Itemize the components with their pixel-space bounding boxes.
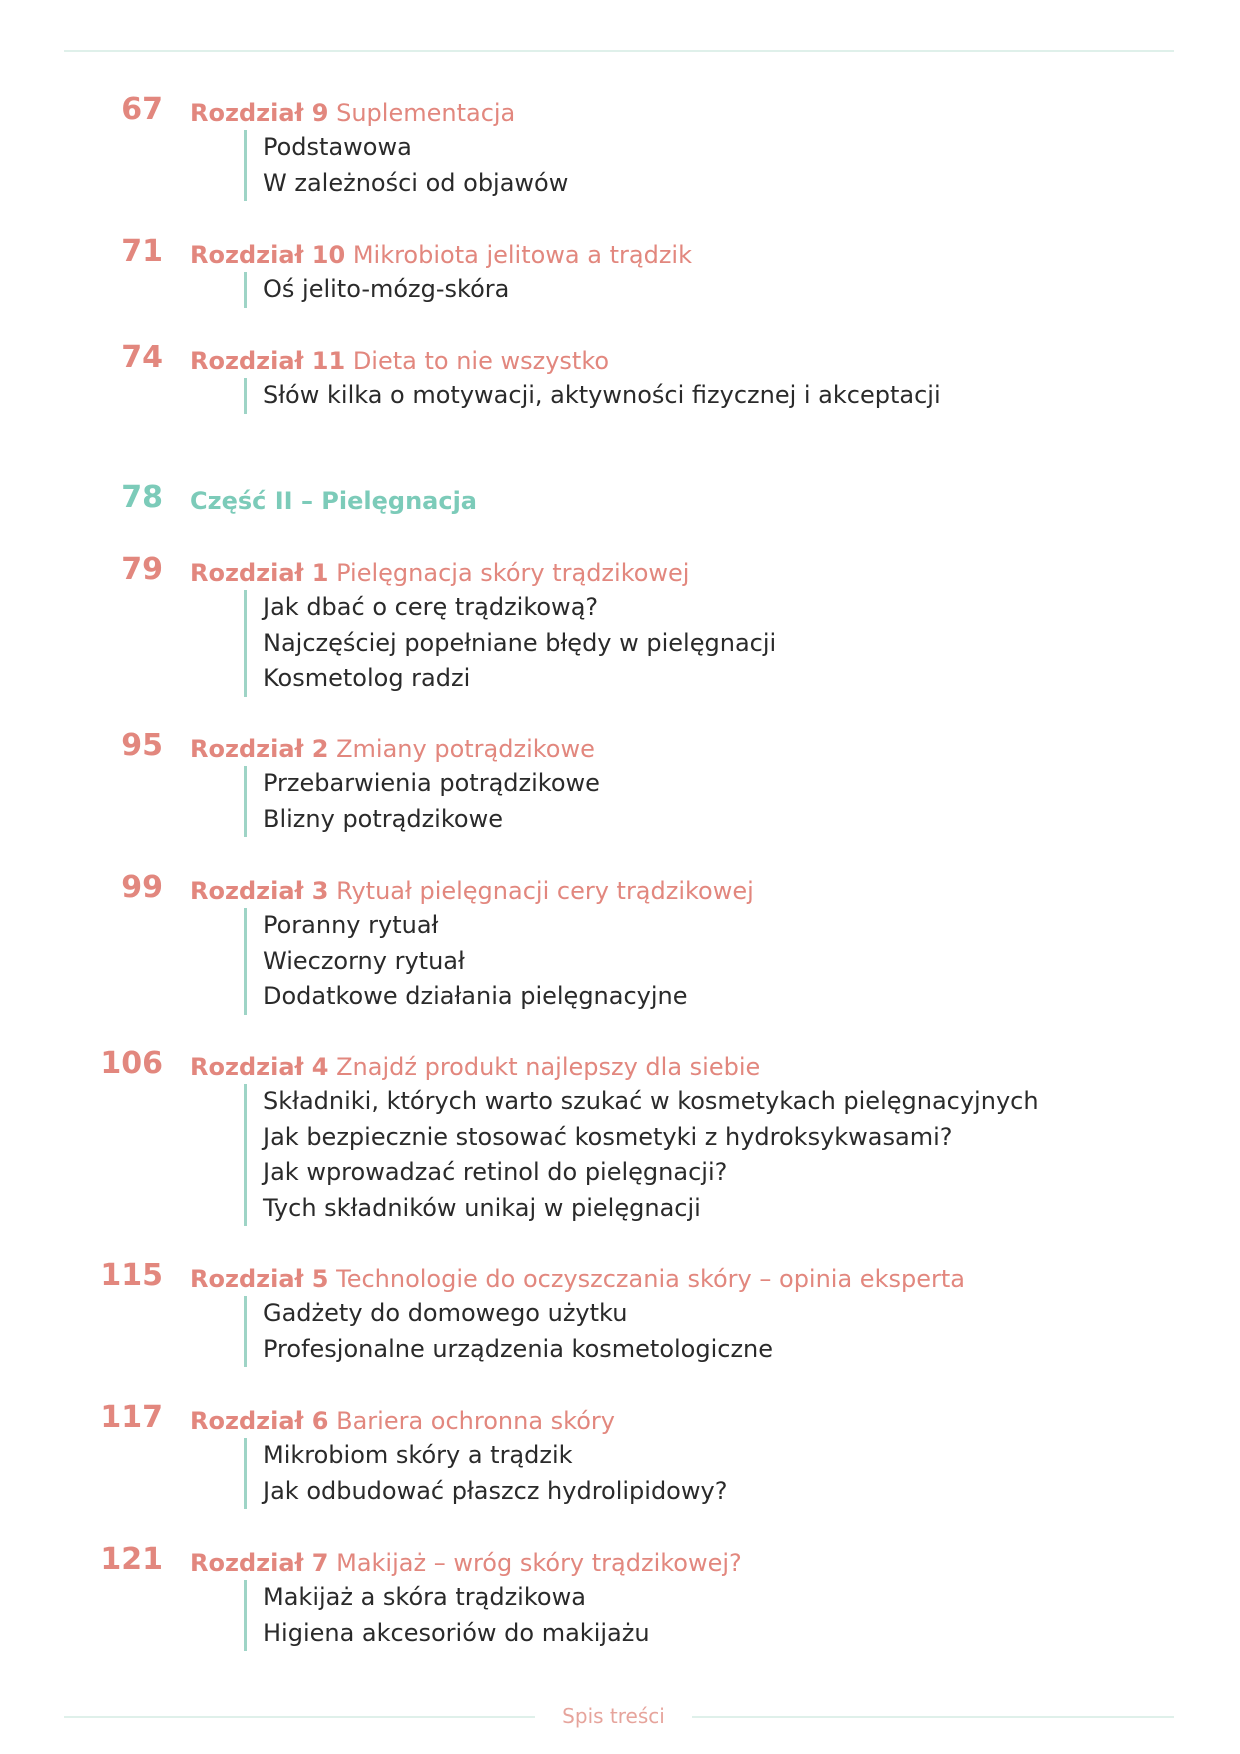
subsection-item: Najczęściej popełniane błędy w pielęgnacji <box>263 628 777 657</box>
chapter-heading <box>190 240 692 270</box>
subsection-item: Jak bezpiecznie stosować kosmetyki z hydroksykwasami? <box>263 1122 953 1151</box>
chapter-number: Rozdział 4 <box>190 1053 329 1081</box>
subsection-list <box>244 1580 650 1651</box>
subsection-item: Gadżety do domowego użytku <box>263 1299 628 1327</box>
subsection-item: Jak dbać o cerę trądzikową? <box>263 593 599 621</box>
subsection-item: Kosmetolog radzi <box>263 664 471 692</box>
page-number: 106 <box>100 1046 163 1081</box>
chapter-heading <box>190 1548 742 1578</box>
chapter-heading <box>190 1264 965 1294</box>
subsection-item: Składniki, których warto szukać w kosmetykach pielęgnacyjnych <box>263 1087 1039 1115</box>
subsection-item: Jak odbudować płaszcz hydrolipidowy? <box>263 1476 728 1505</box>
part-title: Część II – Pielęgnacja <box>190 487 478 515</box>
footer-divider-right <box>692 1716 1174 1718</box>
page-number: 74 <box>121 340 163 375</box>
chapter-heading <box>190 876 754 906</box>
chapter-title: Mikrobiota jelitowa a trądzik <box>352 241 692 269</box>
chapter-title: Pielęgnacja skóry trądzikowej <box>336 559 690 587</box>
subsection-item: W zależności od objawów <box>263 168 569 197</box>
page-number: 67 <box>121 92 163 127</box>
subsection-list <box>244 1438 727 1509</box>
subsection-item: Wieczorny rytuał <box>263 946 465 975</box>
chapter-number: Rozdział 5 <box>190 1265 329 1293</box>
subsection-item: Profesjonalne urządzenia kosmetologiczne <box>263 1334 774 1363</box>
subsection-list <box>244 1296 773 1367</box>
chapter-number: Rozdział 11 <box>190 347 346 375</box>
chapter-title: Suplementacja <box>336 99 516 127</box>
chapter-heading <box>190 346 609 376</box>
subsection-list <box>244 130 568 201</box>
footer-divider-left <box>64 1716 535 1718</box>
chapter-number: Rozdział 6 <box>190 1407 329 1435</box>
subsection-item: Makijaż a skóra trądzikowa <box>263 1583 586 1611</box>
chapter-title: Dieta to nie wszystko <box>352 347 610 375</box>
chapter-number: Rozdział 7 <box>190 1549 329 1577</box>
page-number: 95 <box>121 728 163 763</box>
chapter-heading <box>190 98 515 128</box>
footer-label: Spis treści <box>562 1704 665 1728</box>
subsection-item: Mikrobiom skóry a trądzik <box>263 1441 573 1469</box>
chapter-number: Rozdział 10 <box>190 241 346 269</box>
chapter-number: Rozdział 3 <box>190 877 329 905</box>
subsection-item: Przebarwienia potrądzikowe <box>263 769 600 797</box>
subsection-item: Słów kilka o motywacji, aktywności fizycznej i akceptacji <box>263 381 941 409</box>
subsection-list <box>244 590 776 697</box>
chapter-heading <box>190 558 689 588</box>
chapter-title: Zmiany potrądzikowe <box>336 735 595 763</box>
page-number: 71 <box>121 234 163 269</box>
page-number: 99 <box>121 870 163 905</box>
subsection-item: Poranny rytuał <box>263 911 439 939</box>
page-number: 117 <box>100 1400 163 1435</box>
chapter-title: Bariera ochronna skóry <box>336 1407 615 1435</box>
chapter-title: Makijaż – wróg skóry trądzikowej? <box>336 1549 742 1577</box>
chapter-heading <box>190 734 595 764</box>
subsection-item: Higiena akcesoriów do makijażu <box>263 1618 650 1647</box>
chapter-number: Rozdział 2 <box>190 735 329 763</box>
page-number: 115 <box>100 1258 163 1293</box>
page-number: 78 <box>121 480 163 515</box>
subsection-list <box>244 908 688 1015</box>
chapter-title: Znajdź produkt najlepszy dla siebie <box>336 1053 761 1081</box>
chapter-number: Rozdział 1 <box>190 559 329 587</box>
subsection-item: Jak wprowadzać retinol do pielęgnacji? <box>263 1158 728 1186</box>
subsection-list <box>244 766 600 837</box>
subsection-item: Dodatkowe działania pielęgnacyjne <box>263 982 688 1010</box>
page-number: 121 <box>100 1542 163 1577</box>
chapter-title: Rytuał pielęgnacji cery trądzikowej <box>336 877 754 905</box>
chapter-heading <box>190 1406 615 1436</box>
subsection-item: Blizny potrądzikowe <box>263 804 503 833</box>
subsection-item: Tych składników unikaj w pielęgnacji <box>263 1193 701 1222</box>
subsection-list <box>244 378 941 414</box>
chapter-title: Technologie do oczyszczania skóry – opinia eksperta <box>336 1265 965 1293</box>
subsection-item: Podstawowa <box>263 133 412 161</box>
chapter-number: Rozdział 9 <box>190 99 329 127</box>
page-number: 79 <box>121 552 163 587</box>
subsection-list <box>244 1084 1039 1226</box>
subsection-item: Oś jelito-mózg-skóra <box>263 275 510 303</box>
chapter-heading <box>190 1052 760 1082</box>
subsection-list <box>244 272 509 308</box>
